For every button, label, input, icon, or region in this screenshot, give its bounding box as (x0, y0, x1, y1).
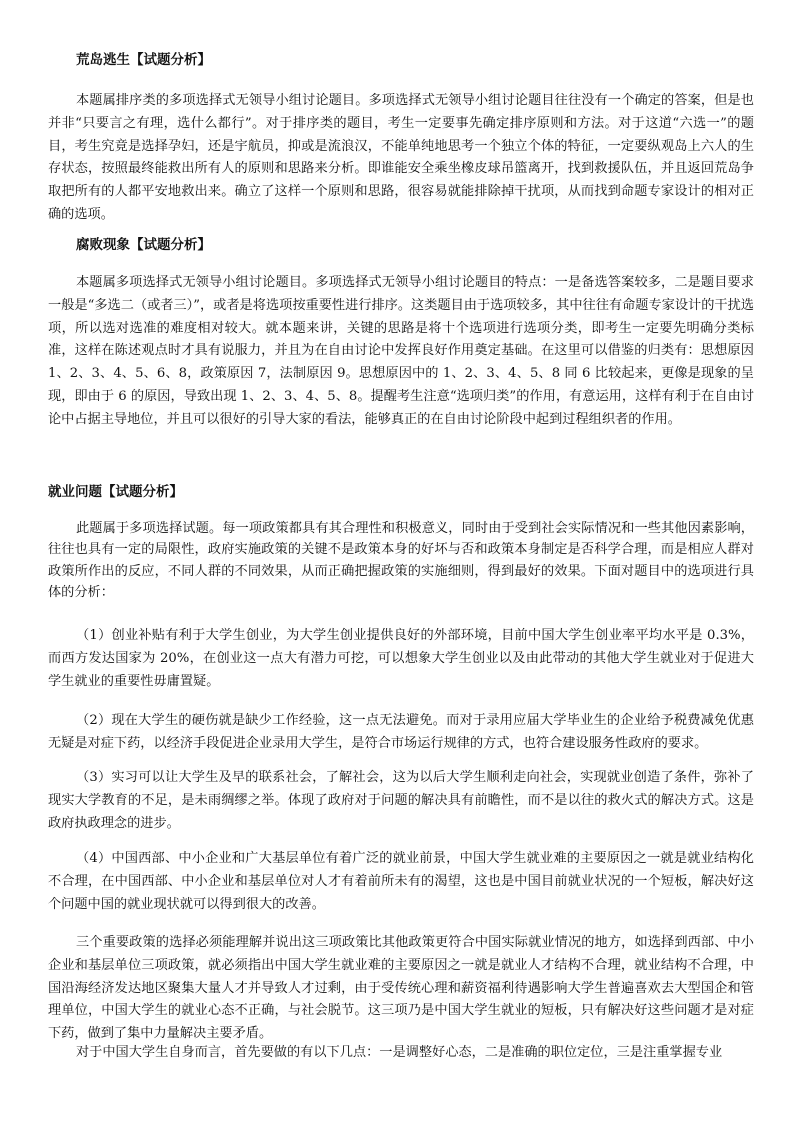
paragraph-employment-student-self: 对于中国大学生自身而言，首先要做的有以下几点：一是调整好心态，二是准确的职位定位，三是注重掌握专业 (76, 1045, 723, 1060)
paragraph-employment-item-2: （2）现在大学生的硬伤就是缺少工作经验，这一点无法避免。而对于录用应届大学毕业生的企业给予税费减免优惠无疑是对症下药，以经济手段促进企业录用大学生，是符合市场运行规律的方式，也符合建设服务性政府的要求。 (48, 713, 754, 751)
paragraph-employment-item-4: （4）中国西部、中小企业和广大基层单位有着广泛的就业前景，中国大学生就业难的主要原因之一就是就业结构化不合理，在中国西部、中小企业和基层单位对人才有着前所未有的渴望，这也是中国目前就业状况的一个短板，解决好这个问题中国的就业现状就可以得到很大的改善。 (48, 851, 754, 912)
section-heading-corruption: 腐败现象【试题分析】 (76, 237, 211, 253)
paragraph-employment-item-3: （3）实习可以让大学生及早的联系社会，了解社会，这为以后大学生顺利走向社会，实现就业创造了条件，弥补了现实大学教育的不足，是未雨绸缪之举。体现了政府对于问题的解决具有前瞻性，而不是以往的救火式的解决方式。这是政府执政理念的进步。 (48, 770, 754, 831)
paragraph-corruption-analysis: 本题属多项选择式无领导小组讨论题目。多项选择式无领导小组讨论题目的特点：一是备选答案较多，二是题目要求一般是“多选二（或者三）”，或者是将选项按重要性进行排序。这类题目由于选项较多，其中往往有命题专家设计的干扰选项，所以选对选准的难度相对较大。就本题来讲，关键的思路是将十个选项进行选项分类，即考生一定要先明确分类标准，这样在陈述观点时才具有说服力，并且为在自由讨论中发挥良好作用奠定基础。在这里可以借鉴的归类有：思想原因 1、2、3、4、5、6、8，政策原因 7，法制原因 9。思想原因中的 1、2、3、4、5、8 同 6 比较起来，更像是现象的呈现，即由于 6 的原因，导致出现 1、2、3、4、5、8。提醒考生注意“选项归类”的作用，有意运用，这样有利于在自由讨论中占据主导地位，并且可以很好的引导大家的看法，能够真正的在自由讨论阶段中起到过程组织者的作用。 (48, 275, 754, 427)
paragraph-employment-item-1: （1）创业补贴有利于大学生创业，为大学生创业提供良好的外部环境，目前中国大学生创业率平均水平是 0.3%，而西方发达国家为 20%，在创业这一点大有潜力可挖，可以想象大学生创业以及由此带动的其他大学生就业对于促进大学生就业的重要性毋庸置疑。 (48, 628, 754, 689)
section-heading-employment: 就业问题【试题分析】 (48, 484, 183, 500)
section-heading-island-escape: 荒岛逃生【试题分析】 (76, 52, 211, 68)
paragraph-island-escape-analysis: 本题属排序类的多项选择式无领导小组讨论题目。多项选择式无领导小组讨论题目往往没有一个确定的答案，但是也并非“只要言之有理，选什么都行”。对于排序类的题目，考生一定要事先确定排序原则和方法。对于这道“六选一”的题目，考生究竟是选择孕妇，还是宇航员，抑或是流浪汉，不能单纯地思考一个独立个体的特征，一定要纵观岛上六人的生存状态，按照最终能救出所有人的原则和思路来分析。即谁能安全乘坐橡皮球吊篮离开，找到救援队伍，并且返回荒岛争取把所有的人都平安地救出来。确立了这样一个原则和思路，很容易就能排除掉干扰项，从而找到命题专家设计的相对正确的选项。 (48, 93, 754, 222)
paragraph-employment-intro: 此题属于多项选择试题。每一项政策都具有其合理性和积极意义，同时由于受到社会实际情况和一些其他因素影响，往往也具有一定的局限性，政府实施政策的关键不是政策本身的好坏与否和政策本身制定是否科学合理，而是相应人群对政策所作出的反应，不同人群的不同效果，从而正确把握政策的实施细则，得到最好的效果。下面对题目中的选项进行具体的分析： (48, 521, 754, 601)
paragraph-employment-policy-choice: 三个重要政策的选择必须能理解并说出这三项政策比其他政策更符合中国实际就业情况的地方，如选择到西部、中小企业和基层单位三项政策，就必须指出中国大学生就业难的主要原因之一就是就业人才结构不合理，就业结构不合理，中国沿海经济发达地区聚集大量人才并导致人才过剩，由于受传统心理和薪资福利待遇影响大学生普遍喜欢去大型国企和管理单位，中国大学生的就业心态不正确，与社会脱节。这三项乃是中国大学生就业的短板，只有解决好这些问题才是对症下药，做到了集中力量解决主要矛盾。 (48, 935, 754, 1042)
